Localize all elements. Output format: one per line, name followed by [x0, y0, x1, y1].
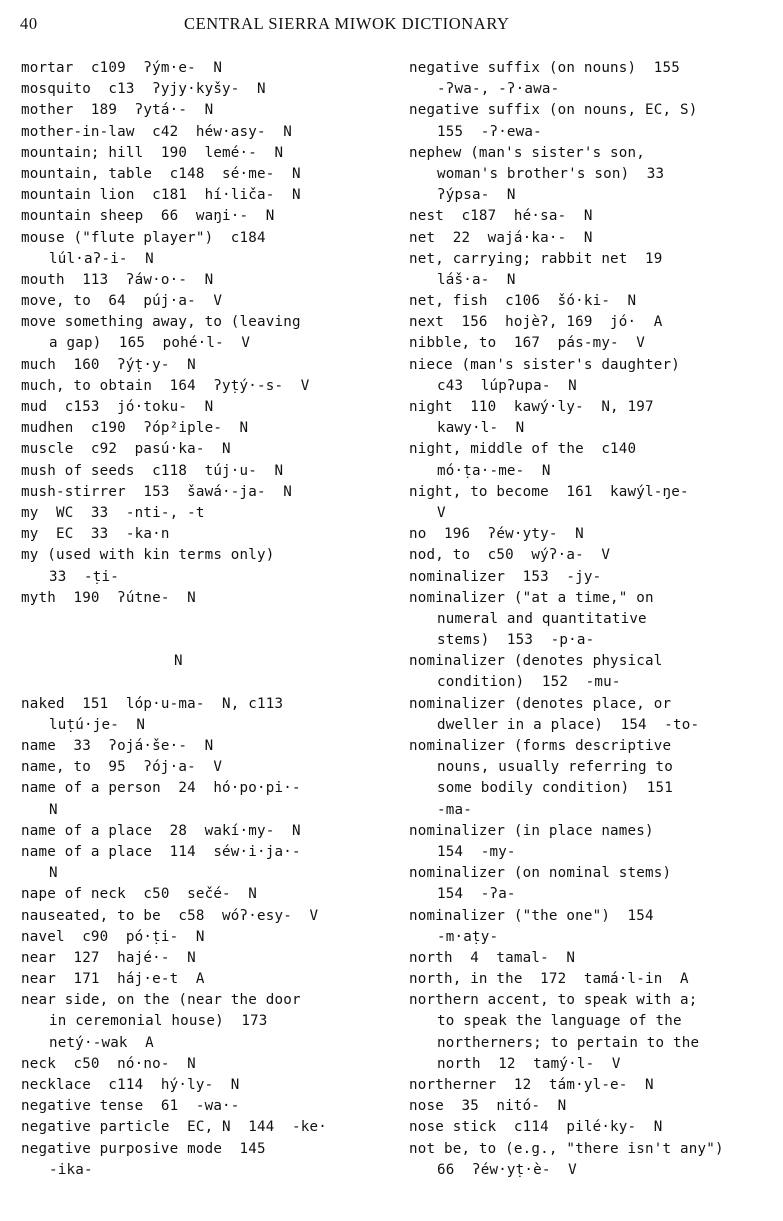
entry-continuation-line: a gap) 165 pohé·l- V — [49, 335, 251, 352]
entry-line: mountain, table c148 sé·me- N — [21, 165, 301, 182]
entry-continuation-line: N — [49, 801, 58, 818]
blank-line — [21, 672, 386, 693]
page-header — [0, 14, 783, 38]
entry-continuation-line: ʔýpsa- N — [437, 187, 516, 204]
entry-line: not be, to (e.g., "there isn't any") — [409, 1140, 724, 1157]
entry-line: myth 190 ʔútne- N — [21, 589, 196, 606]
entry-continuation-line: netý·-wak A — [49, 1034, 154, 1051]
entry-continuation-line: condition) 152 -mu- — [437, 674, 621, 691]
entry-line: mush-stirrer 153 šawá·-ja- N — [21, 483, 292, 500]
entry-line: net, fish c106 šó·ki- N — [409, 293, 637, 310]
entry-line: much 160 ʔýṭ·y- N — [21, 356, 196, 373]
entry-line: mountain sheep 66 waŋi·- N — [21, 208, 275, 225]
entry-continuation-line: northerners; to pertain to the — [437, 1034, 700, 1051]
entry-line: near 171 háj·e-t A — [21, 971, 205, 988]
entry-continuation-line: north 12 tamý·l- V — [437, 1055, 621, 1072]
entry-line: nose 35 nitó- N — [409, 1098, 567, 1115]
entry-line: night, middle of the c140 — [409, 441, 637, 458]
entry-continuation-line: dweller in a place) 154 -to- — [437, 716, 700, 733]
entry-line: nod, to c50 wýʔ·a- V — [409, 547, 611, 564]
entry-continuation-line: -ika- — [49, 1161, 93, 1178]
entry-line: nominalizer ("at a time," on — [409, 589, 654, 606]
entry-line: negative purposive mode 145 — [21, 1140, 266, 1157]
entry-line: mosquito c13 ʔyjy·kyšy- N — [21, 81, 266, 98]
left-column — [21, 58, 386, 1181]
entry-line: necklace c114 hý·ly- N — [21, 1077, 240, 1093]
entry-line: near 127 hajé·- N — [21, 949, 196, 966]
entry-line: negative suffix (on nouns, EC, S) — [409, 102, 698, 119]
entry-line: name of a place 114 séw·i·ja·- — [21, 843, 301, 860]
entry-line: nominalizer ("the one") 154 — [409, 907, 654, 924]
entry-continuation-line: -ma- — [437, 801, 472, 818]
blank-line — [21, 630, 386, 651]
entry-line: northern accent, to speak with a; — [409, 992, 698, 1009]
entry-line: mouse ("flute player") c184 — [21, 229, 266, 246]
entry-line: mother-in-law c42 héw·asy- N — [21, 123, 292, 140]
entry-line: nauseated, to be c58 wóʔ·esy- V — [21, 907, 319, 924]
entry-continuation-line: numeral and quantitative — [437, 610, 647, 627]
entry-line: near side, on the (near the door — [21, 992, 301, 1009]
entry-line: mountain; hill 190 lemé·- N — [21, 144, 284, 161]
entry-continuation-line: woman's brother's son) 33 — [437, 165, 665, 182]
entry-line: nominalizer (denotes place, or — [409, 695, 672, 712]
entry-continuation-line: V — [437, 504, 446, 521]
entry-line: nominalizer (forms descriptive — [409, 738, 672, 754]
entry-continuation-line: lúl·aʔ-i- N — [49, 250, 154, 267]
entry-line: nominalizer (in place names) — [409, 822, 654, 839]
entry-line: northerner 12 tám·yl-e- N — [409, 1077, 654, 1093]
entry-line: name, to 95 ʔój·a- V — [21, 759, 223, 776]
entry-line: next 156 hojèʔ, 169 jó· A — [409, 314, 663, 331]
entry-line: nose stick c114 pilé·ky- N — [409, 1119, 663, 1136]
entry-line: mortar c109 ʔým·e- N — [21, 60, 223, 76]
entry-line: my EC 33 -ka·n — [21, 526, 170, 543]
entry-line: move, to 64 púj·a- V — [21, 293, 223, 310]
entry-line: negative particle EC, N 144 -ke· — [21, 1119, 327, 1136]
entry-line: navel c90 pó·ṭi- N — [21, 928, 205, 945]
section-heading: N — [174, 653, 183, 670]
entry-line: mud c153 jó·toku- N — [21, 399, 214, 415]
entry-continuation-line: mó·ṭa·-me- N — [437, 462, 551, 479]
entry-line: nominalizer 153 -jy- — [409, 568, 602, 585]
entry-line: muscle c92 pasú·ka- N — [21, 441, 231, 458]
entry-continuation-line: -m·aṭy- — [437, 928, 499, 945]
entry-line: name 33 ʔojá·še·- N — [21, 738, 214, 754]
entry-line: negative suffix (on nouns) 155 — [409, 60, 680, 76]
right-column — [409, 58, 779, 1181]
entry-line: move something away, to (leaving — [21, 314, 301, 331]
entry-line: no 196 ʔéw·yty- N — [409, 526, 584, 543]
page-number: 40 — [20, 14, 38, 33]
entry-line: mush of seeds c118 túj·u- N — [21, 462, 284, 479]
entry-continuation-line: some bodily condition) 151 — [437, 780, 674, 797]
entry-line: north, in the 172 tamá·l-in A — [409, 971, 689, 988]
entry-line: mother 189 ʔytá·- N — [21, 102, 214, 119]
entry-line: naked 151 lóp·u-ma- N, c113 — [21, 695, 284, 712]
entry-line: negative tense 61 -wa·- — [21, 1098, 240, 1115]
entry-line: mountain lion c181 hí·liča- N — [21, 187, 301, 204]
entry-line: net 22 wajá·ka·- N — [409, 229, 593, 246]
entry-line: neck c50 nó·no- N — [21, 1055, 196, 1072]
entry-continuation-line: stems) 153 -p·a- — [437, 632, 595, 649]
entry-line: nephew (man's sister's son, — [409, 144, 646, 161]
entry-continuation-line: 154 -ʔa- — [437, 886, 516, 903]
page-title: CENTRAL SIERRA MIWOK DICTIONARY — [184, 14, 510, 33]
entry-line: name of a place 28 wakí·my- N — [21, 822, 301, 839]
entry-line: nominalizer (on nominal stems) — [409, 865, 672, 882]
entry-continuation-line: 154 -my- — [437, 843, 516, 860]
entry-continuation-line: nouns, usually referring to — [437, 759, 674, 776]
entry-continuation-line: láš·a- N — [437, 271, 516, 288]
entry-continuation-line: in ceremonial house) 173 — [49, 1013, 268, 1030]
entry-line: nest c187 hé·sa- N — [409, 208, 593, 225]
entry-continuation-line: to speak the language of the — [437, 1013, 682, 1030]
blank-line — [21, 609, 386, 630]
entry-line: my WC 33 -nti-, -t — [21, 504, 205, 521]
entry-continuation-line: 66 ʔéw·yṭ·è- V — [437, 1161, 577, 1178]
entry-line: name of a person 24 hó·po·pi·- — [21, 780, 301, 797]
entry-line: net, carrying; rabbit net 19 — [409, 250, 663, 267]
entry-line: nibble, to 167 pás-my- V — [409, 335, 646, 352]
entry-line: mudhen c190 ʔóp²iple- N — [21, 420, 249, 437]
entry-continuation-line: N — [49, 865, 58, 882]
entry-continuation-line: 155 -ʔ·ewa- — [437, 123, 542, 140]
entry-line: nape of neck c50 sečé- N — [21, 886, 258, 903]
entry-line: mouth 113 ʔáw·o·- N — [21, 271, 214, 288]
entry-continuation-line: 33 -ṭi- — [49, 568, 119, 585]
entry-continuation-line: luṭú·je- N — [49, 716, 146, 733]
entry-line: my (used with kin terms only) — [21, 547, 275, 564]
entry-line: much, to obtain 164 ʔyṭý·-s- V — [21, 377, 310, 394]
entry-line: north 4 tamal- N — [409, 949, 576, 966]
entry-continuation-line: kawy·l- N — [437, 420, 525, 437]
entry-continuation-line: -ʔwa-, -ʔ·awa- — [437, 81, 560, 98]
entry-continuation-line: c43 lúpʔupa- N — [437, 377, 577, 394]
entry-line: night 110 kawý·ly- N, 197 — [409, 399, 654, 415]
entry-line: nominalizer (denotes physical — [409, 653, 663, 670]
entry-line: night, to become 161 kawýl-ŋe- — [409, 483, 689, 500]
entry-line: niece (man's sister's daughter) — [409, 356, 680, 373]
